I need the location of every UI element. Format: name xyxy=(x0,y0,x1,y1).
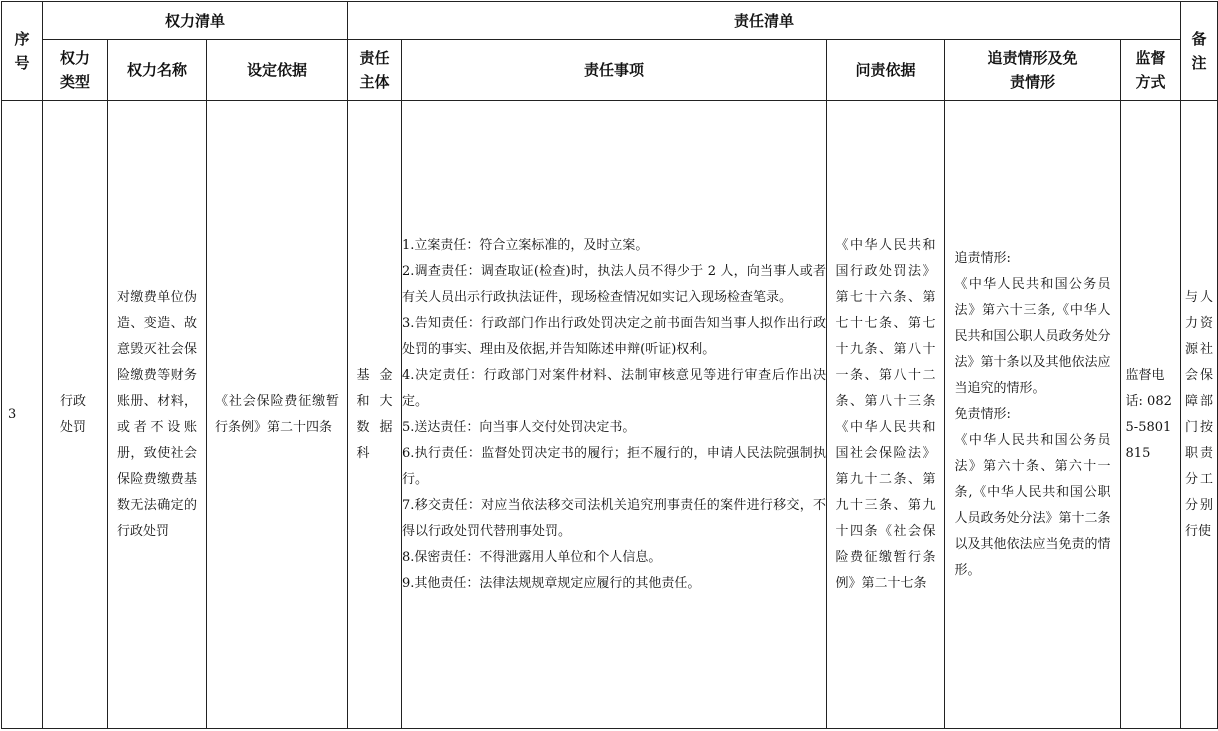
responsibility-item: 5.送达责任：向当事人交付处罚决定书。 xyxy=(402,419,636,435)
header-power-name: 权力名称 xyxy=(108,40,207,101)
header-accountability-basis: 问责依据 xyxy=(827,40,945,101)
responsibility-table xyxy=(1,1,1218,729)
header-remark: 备注 xyxy=(1181,2,1218,101)
responsibility-item: 4.决定责任：行政部门对案件材料、法制审核意见等进行审查后作出决定。 xyxy=(402,367,827,409)
responsibility-item: 9.其他责任：法律法规规章规定应履行的其他责任。 xyxy=(402,575,701,591)
row-seq: 3 xyxy=(2,101,43,729)
row-supervision: 监督电话: 0825-5801815 xyxy=(1121,101,1181,729)
header-pursuit: 追责情形及免责情形 xyxy=(945,40,1121,101)
responsibility-item: 1.立案责任：符合立案标准的，及时立案。 xyxy=(402,237,649,253)
row-items xyxy=(402,101,827,729)
row-subject: 基金和大数据科 xyxy=(348,101,402,729)
row-power-type: 行政处罚 xyxy=(43,101,108,729)
row-accountability-basis: 《中华人民共和国行政处罚法》第七十六条、第七十七条、第七十九条、第八十一条、第八十二条、第八十三条《中华人民共和国社会保险法》第九十二条、第九十三条、第九十四条《社会保险费征缴暂行条例》第二十七条 xyxy=(827,101,945,729)
responsibility-item: 6.执行责任：监督处罚决定书的履行；拒不履行的，申请人民法院强制执行。 xyxy=(402,445,827,487)
header-power-type: 权力类型 xyxy=(43,40,108,101)
row-remark: 与人力资源社会保障部门按职责分工分别行使 xyxy=(1181,101,1218,729)
header-items: 责任事项 xyxy=(402,40,827,101)
pursuit-text: 《中华人民共和国公务员法》第六十三条,《中华人民共和国公职人员政务处分法》第十条以及其他依法应当追究的情形。 xyxy=(954,276,1111,396)
exemption-title: 免责情形: xyxy=(954,406,1011,422)
table-row xyxy=(2,101,1218,729)
header-responsibility-list: 责任清单 xyxy=(348,2,1181,40)
responsibility-item: 2.调查责任：调查取证(检查)时，执法人员不得少于 2 人，向当事人或者有关人员出示行政执法证件，现场检查情况如实记入现场检查笔录。 xyxy=(402,263,827,305)
header-power-list: 权力清单 xyxy=(43,2,348,40)
header-seq: 序号 xyxy=(2,2,43,101)
responsibility-item: 7.移交责任：对应当依法移交司法机关追究刑事责任的案件进行移交，不得以行政处罚代替刑事处罚。 xyxy=(402,497,827,539)
row-power-name: 对缴费单位伪造、变造、故意毁灭社会保险缴费等财务账册、材料，或者不设账册，致使社会保险费缴费基数无法确定的行政处罚 xyxy=(108,101,207,729)
responsibility-item: 3.告知责任：行政部门作出行政处罚决定之前书面告知当事人拟作出行政处罚的事实、理由及依据,并告知陈述申辩(听证)权利。 xyxy=(402,315,827,357)
header-subject: 责任主体 xyxy=(348,40,402,101)
responsibility-items-list xyxy=(402,233,826,597)
header-basis: 设定依据 xyxy=(207,40,348,101)
exemption-text: 《中华人民共和国公务员法》第六十条、第六十一条,《中华人民共和国公职人员政务处分法》第十二条以及其他依法应当免责的情形。 xyxy=(954,432,1111,578)
row-pursuit xyxy=(945,101,1121,729)
pursuit-title: 追责情形: xyxy=(954,250,1011,266)
row-basis: 《社会保险费征缴暂行条例》第二十四条 xyxy=(207,101,348,729)
responsibility-item: 8.保密责任：不得泄露用人单位和个人信息。 xyxy=(402,549,662,565)
header-supervision: 监督方式 xyxy=(1121,40,1181,101)
